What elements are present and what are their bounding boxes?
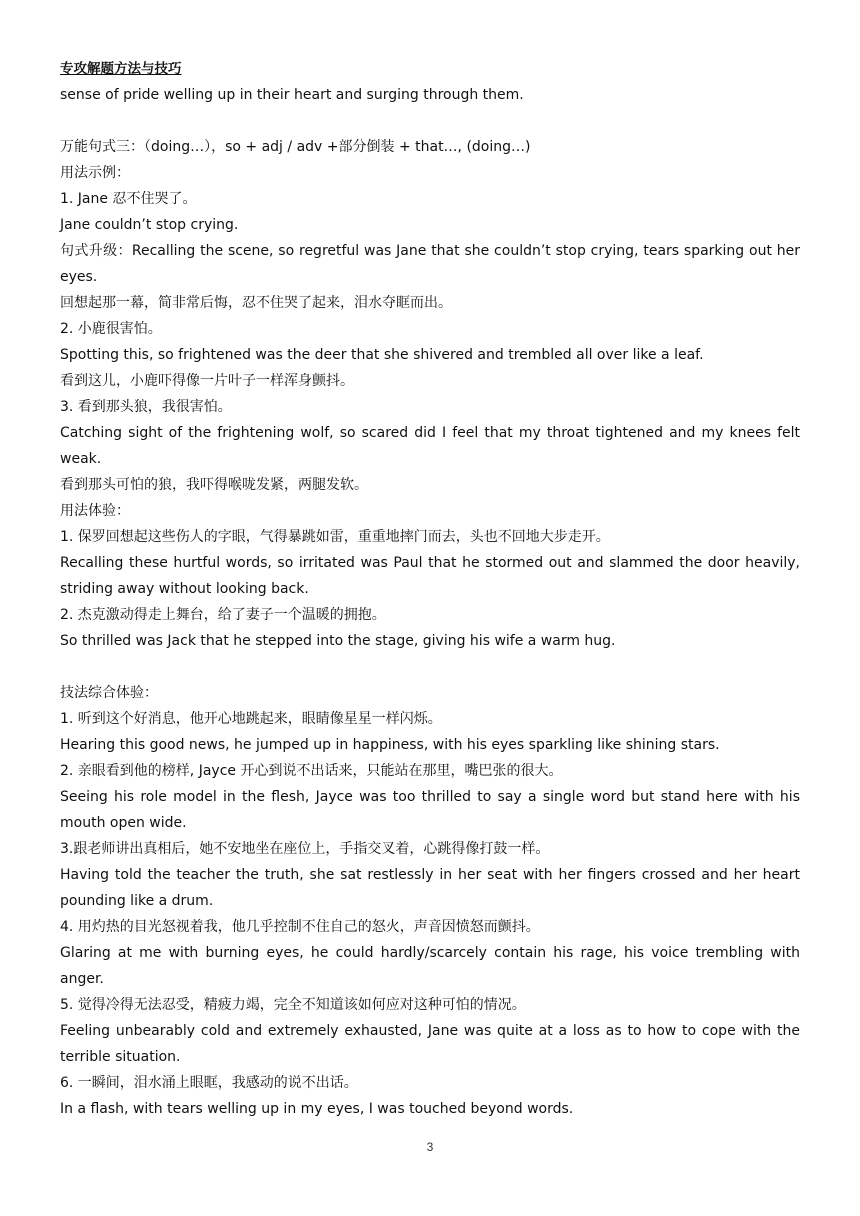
intro-line: sense of pride welling up in their heart and surging through them. (60, 87, 524, 103)
comprehensive-4-en: Glaring at me with burning eyes, he could hardly/scarcely contain his rage, his voice trembling with anger. (60, 945, 800, 987)
comprehensive-5-cn: 5. 觉得冷得无法忍受，精疲力竭，完全不知道该如何应对这种可怕的情况。 (60, 997, 526, 1013)
comprehensive-5-en: Feeling unbearably cold and extremely exhausted, Jane was quite at a loss as to how to cope with the terrible situation. (60, 1023, 800, 1065)
example-1-cn: 1. Jane 忍不住哭了。 (60, 191, 197, 207)
comprehensive-2-cn: 2. 亲眼看到他的榜样, Jayce 开心到说不出话来，只能站在那里，嘴巴张的很大。 (60, 763, 563, 779)
example-2-cn: 2. 小鹿很害怕。 (60, 321, 162, 337)
section-header: 专攻解题方法与技巧 (60, 61, 182, 77)
example-3-cn-translation: 看到那头可怕的狼，我吓得喉咙发紧，两腿发软。 (60, 477, 368, 493)
practice-2-en: So thrilled was Jack that he stepped into the stage, giving his wife a warm hug. (60, 633, 616, 649)
page-number: 3 (426, 1140, 434, 1154)
usage-examples-heading: 用法示例： (60, 165, 130, 181)
example-3-cn: 3. 看到那头狼，我很害怕。 (60, 399, 232, 415)
example-1-upgrade: 句式升级：Recalling the scene, so regretful was Jane that she couldn’t stop crying, tears sparking out her eyes. (60, 243, 800, 285)
spacer (60, 654, 800, 680)
comprehensive-1-cn: 1. 听到这个好消息，他开心地跳起来，眼睛像星星一样闪烁。 (60, 711, 442, 727)
comprehensive-3-cn: 3.跟老师讲出真相后，她不安地坐在座位上，手指交叉着，心跳得像打鼓一样。 (60, 841, 550, 857)
comprehensive-6-cn: 6. 一瞬间，泪水涌上眼眶，我感动的说不出话。 (60, 1075, 358, 1091)
spacer (60, 108, 800, 134)
document-page (60, 56, 800, 1122)
pattern-title: 万能句式三：（doing…），so + adj / adv +部分倒装 + that…, (doing…) (60, 139, 531, 155)
comprehensive-6-en: In a flash, with tears welling up in my eyes, I was touched beyond words. (60, 1101, 574, 1117)
practice-heading: 用法体验： (60, 503, 130, 519)
practice-1-en: Recalling these hurtful words, so irritated was Paul that he stormed out and slammed the door heavily, striding away without looking back. (60, 555, 800, 597)
comprehensive-1-en: Hearing this good news, he jumped up in happiness, with his eyes sparkling like shining stars. (60, 737, 720, 753)
comprehensive-3-en: Having told the teacher the truth, she sat restlessly in her seat with her fingers crossed and her heart pounding like a drum. (60, 867, 800, 909)
comprehensive-4-cn: 4. 用灼热的目光怒视着我，他几乎控制不住自己的怒火，声音因愤怒而颤抖。 (60, 919, 540, 935)
practice-2-cn: 2. 杰克激动得走上舞台，给了妻子一个温暖的拥抱。 (60, 607, 386, 623)
example-1-upgrade-cn: 回想起那一幕，简非常后悔，忍不住哭了起来，泪水夺眶而出。 (60, 295, 452, 311)
comprehensive-heading: 技法综合体验： (60, 685, 158, 701)
example-2-en: Spotting this, so frightened was the deer that she shivered and trembled all over like a leaf. (60, 347, 704, 363)
example-2-cn-translation: 看到这儿，小鹿吓得像一片叶子一样浑身颤抖。 (60, 373, 354, 389)
practice-1-cn: 1. 保罗回想起这些伤人的字眼，气得暴跳如雷，重重地摔门而去，头也不回地大步走开。 (60, 529, 610, 545)
example-1-en: Jane couldn’t stop crying. (60, 217, 239, 233)
example-3-en: Catching sight of the frightening wolf, so scared did I feel that my throat tightened and my knees felt weak. (60, 425, 800, 467)
comprehensive-2-en: Seeing his role model in the flesh, Jayce was too thrilled to say a single word but stand here with his mouth open wide. (60, 789, 800, 831)
